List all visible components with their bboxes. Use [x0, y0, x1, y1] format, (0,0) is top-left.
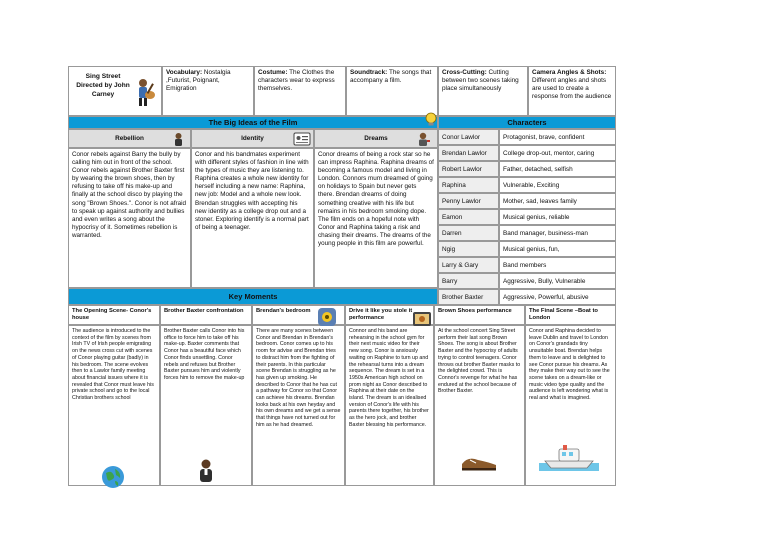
- brown-shoe-icon: [460, 452, 498, 477]
- vocabulary-label: Vocabulary:: [166, 69, 203, 76]
- key-moment-title: The Opening Scene- Conor's house: [68, 305, 160, 325]
- character-description: Band manager, business-man: [499, 225, 616, 241]
- character-description: Vulnerable, Exciting: [499, 177, 616, 193]
- guitar-player-icon: [133, 77, 159, 107]
- id-card-icon: [293, 131, 311, 147]
- dreams-heading: [314, 129, 438, 148]
- cross-cutting-cell: [438, 66, 528, 116]
- vocabulary-cell: [162, 66, 254, 116]
- character-name: Brother Baxter: [438, 289, 499, 305]
- character-description: Aggressive, Powerful, abusive: [499, 289, 616, 305]
- big-ideas-heading: The Big Ideas of the Film: [68, 116, 438, 129]
- soundtrack-cell: [346, 66, 438, 116]
- character-name: Robert Lawlor: [438, 161, 499, 177]
- key-moment-body: Conor and Raphina decided to leave Dublin and travel to London on Conor's grandads tiny unsuitable boat. Brendan helps them to leave and is delighted to see Conor pursue his dreams. As they make their way out to see the scene takes on a dream-like or music video type quality and the audience is left wondering what is real and what is imagined.: [529, 328, 610, 402]
- boat-icon: [539, 443, 599, 476]
- key-moment-title: Brown Shoes performance: [434, 305, 525, 325]
- dreamer-icon: [415, 131, 431, 147]
- key-moment-title: Drive it like you stole it performance: [345, 305, 434, 325]
- character-description: Aggressive, Bully, Vulnerable: [499, 273, 616, 289]
- camera-cell: [528, 66, 616, 116]
- key-moment-body: The audience is introduced to the context of the film by scenes from Irish TV of Irish people emigrating on the news cross cut with scenes of Conor playing guitar (badly) in his bedroom. The scene evolves then to a Lawlor family meeting about financial issues where it is revealed that Conor must leave his private school and go to the local Christian brothers school: [72, 328, 154, 402]
- dreams-title: Dreams: [364, 135, 388, 142]
- character-name: Larry & Gary: [438, 257, 499, 273]
- key-moment-body: Brother Baxter calls Conor into his office to force him to take off his make-up. Baxter comments that Conor has a beautiful face which Conor finds unsettling. Conor rebels and refuses but Brother Baxter pursues him and violently forces him to remove the make-up: [164, 328, 245, 381]
- key-moment-body: There are many scenes between Conor and Brendan in Brendan's bedroom. Conor comes up to his room for advise and Brendan tries to distract him from the fighting of their parents. In this particular scene Brendan is struggling as he has given up smoking. He described to Conor that he has cut a pathway for Conor so that Conor can achieve his dreams. Brendan looks back at his own heyday and his own dreams and we get a sense that things have not turned out for him as he had dreamed.: [256, 328, 341, 428]
- character-description: College drop-out, mentor, caring: [499, 145, 616, 161]
- key-moment-body: Connor and his band are rehearsing in the school gym for their next music video for their new song. Conor is anxiously waiting on Raphine to turn up and the rehearsal turns into a dream sequence. The dream is set in a 1950s American high school on prom night as Conor described to Raphina at their date on the island. The dream is an idealised version of Conor's life with his parents there together, his brother as the hero jock, and brother Baxter blessing his performance.: [349, 328, 429, 428]
- globe-icon: [100, 464, 126, 495]
- character-name: Darren: [438, 225, 499, 241]
- identity-text: Conor and his bandmates experiment with different styles of fashion in line with the types of music they are listening to. Raphina creates a whole new identity for herself including a new name: Raphina, new job: Model and a whole new look. Brendan struggles with accepting his new identity as a college drop out and a stoner. Exploring identify is a normal part of being a teenager.: [191, 148, 314, 288]
- knowledge-organiser: [68, 66, 616, 486]
- vocabulary-text: Nostalgia ,Futurist, Poignant, Emigration: [166, 69, 231, 92]
- key-moment-text: [345, 325, 434, 486]
- key-moment-text: [252, 325, 345, 486]
- character-name: Ngig: [438, 241, 499, 257]
- key-moment-body: At the school concert Sing Street perform their last song Brown Shoes. The song is about Brother Baxter and the hypocrisy of adults trying to control teenagers. Conor throws out brother Baxter masks to the delighted crowd. This is Connor's revenge for what he has endured at the school because of Brother Baxter.: [438, 328, 521, 395]
- radio-icon: [317, 307, 337, 332]
- identity-title: Identity: [241, 135, 264, 142]
- title-cell: [68, 66, 162, 116]
- rebel-person-icon: [172, 132, 185, 147]
- character-description: Musical genius, fun,: [499, 241, 616, 257]
- director-credit: Directed by John Carney: [76, 82, 130, 98]
- soundtrack-label: Soundtrack:: [350, 69, 388, 76]
- soundtrack-text: The songs that accompany a film.: [350, 69, 432, 84]
- key-moment-title: Brendan's bedroom: [252, 305, 345, 325]
- dreams-text: Conor dreams of being a rock star so he can impress Raphina. Raphina dreams of becoming a famous model and living in London. Connors mum dreamed of going on holidays to Spain but never gets there. Brendan dreams of doing something creative with his life but remains in his bedroom smoking dope. The film ends on a hopeful note with Conor and Raphina taking a risk and chasing their dreams. The dreams of the young people in this film are powerful.: [314, 148, 438, 288]
- character-description: Band members: [499, 257, 616, 273]
- character-name: Conor Lawlor: [438, 129, 499, 145]
- key-moments-heading: Key Moments: [68, 288, 438, 305]
- character-description: Father, detached, selfish: [499, 161, 616, 177]
- rebellion-text: Conor rebels against Barry the bully by calling him out in front of the school. Conor rebels against Brother Baxter first by wearing the brown shoes, then by refusing to take off his make-up and finally at the school disco by playing the song "Brown Shoes.". Conor is not afraid to speak up against authority and bullies and even writes a song about the hypocrisy of it. Sometimes rebellion is warranted.: [68, 148, 191, 288]
- character-description: Protagonist, brave, confident: [499, 129, 616, 145]
- cross-cutting-label: Cross-Cutting:: [442, 69, 487, 76]
- camera-text: Different angles and shots are used to create a response from the audience: [532, 77, 612, 100]
- costume-label: Costume:: [258, 69, 288, 76]
- key-moment-text: [68, 325, 160, 486]
- key-moment-title: Brother Baxter confrontation: [160, 305, 252, 325]
- rebellion-heading: [68, 129, 191, 148]
- character-name: Brendan Lawlor: [438, 145, 499, 161]
- key-moment-title: The Final Scene –Boat to London: [525, 305, 616, 325]
- film-title: Sing Street: [85, 73, 121, 80]
- costume-text: The Clothes the characters wear to express themselves.: [258, 69, 335, 92]
- rebellion-title: Rebellion: [115, 135, 144, 142]
- characters-heading: Characters: [438, 116, 616, 129]
- character-name: Barry: [438, 273, 499, 289]
- lightbulb-icon: [424, 112, 438, 128]
- costume-cell: [254, 66, 346, 116]
- camera-label: Camera Angles & Shots:: [532, 69, 607, 76]
- character-name: Eamon: [438, 209, 499, 225]
- identity-heading: [191, 129, 314, 148]
- character-name: Penny Lawlor: [438, 193, 499, 209]
- character-description: Musical genius, reliable: [499, 209, 616, 225]
- boy-avatar-icon: [197, 458, 215, 489]
- camera-icon: [412, 310, 432, 333]
- character-description: Mother, sad, leaves family: [499, 193, 616, 209]
- cross-cutting-text: Cutting between two scenes taking place simultaneously: [442, 69, 519, 92]
- character-name: Raphina: [438, 177, 499, 193]
